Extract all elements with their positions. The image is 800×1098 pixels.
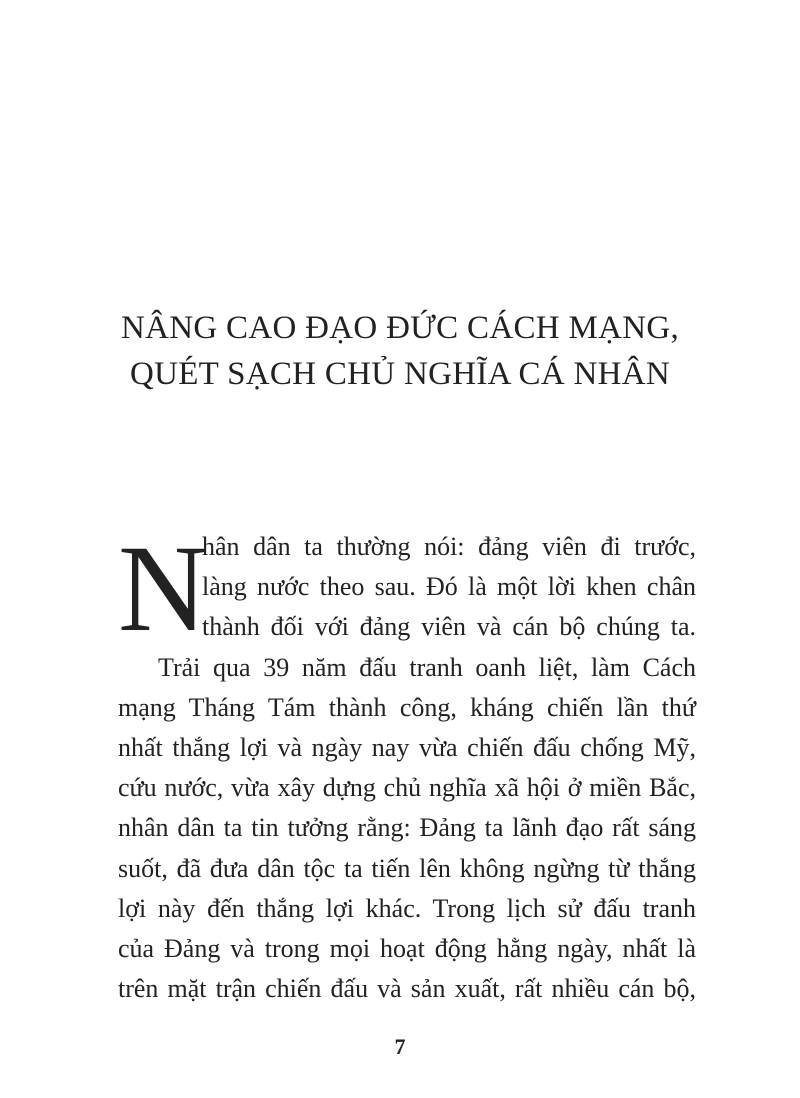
paragraph-2-line-9: trên mặt trận chiến đấu và sản xuất, rất nhiều cán bộ, <box>118 974 696 1004</box>
paragraph-2-line-8: của Đảng và trong mọi hoạt động hằng ngày, nhất là <box>118 934 696 964</box>
paragraph-1-line-1: hân dân ta thường nói: đảng viên đi trước, <box>202 532 696 561</box>
paragraph-2-line-6: suốt, đã đưa dân tộc ta tiến lên không ngừng từ thắng <box>118 853 696 883</box>
chapter-title-line-2: QUÉT SẠCH CHỦ NGHĨA CÁ NHÂN <box>129 356 671 392</box>
paragraph-2-line-4: cứu nước, vừa xây dựng chủ nghĩa xã hội ở miền Bắc, <box>118 773 696 803</box>
paragraph-1-line-2: làng nước theo sau. Đó là một lời khen chân <box>202 572 696 602</box>
page-number: 7 <box>394 1034 406 1059</box>
drop-cap: N <box>118 520 208 657</box>
paragraph-2-line-3: nhất thắng lợi và ngày nay vừa chiến đấu chống Mỹ, <box>118 733 696 763</box>
chapter-title-line-1: NÂNG CAO ĐẠO ĐỨC CÁCH MẠNG, <box>120 310 680 346</box>
chapter-title <box>0 305 800 397</box>
paragraph-2-line-7: lợi này đến thắng lợi khác. Trong lịch sử đấu tranh <box>118 893 696 923</box>
paragraph-2-line-1: Trải qua 39 năm đấu tranh oanh liệt, làm Cách <box>158 652 696 682</box>
paragraph-2-line-2: mạng Tháng Tám thành công, kháng chiến lần thứ <box>118 692 696 722</box>
body-text <box>118 520 696 1009</box>
paragraph-2-line-5: nhân dân ta tin tưởng rằng: Đảng ta lãnh đạo rất sáng <box>118 813 696 843</box>
paragraph-1-line-3: thành đối với đảng viên và cán bộ chúng ta. <box>202 612 696 642</box>
